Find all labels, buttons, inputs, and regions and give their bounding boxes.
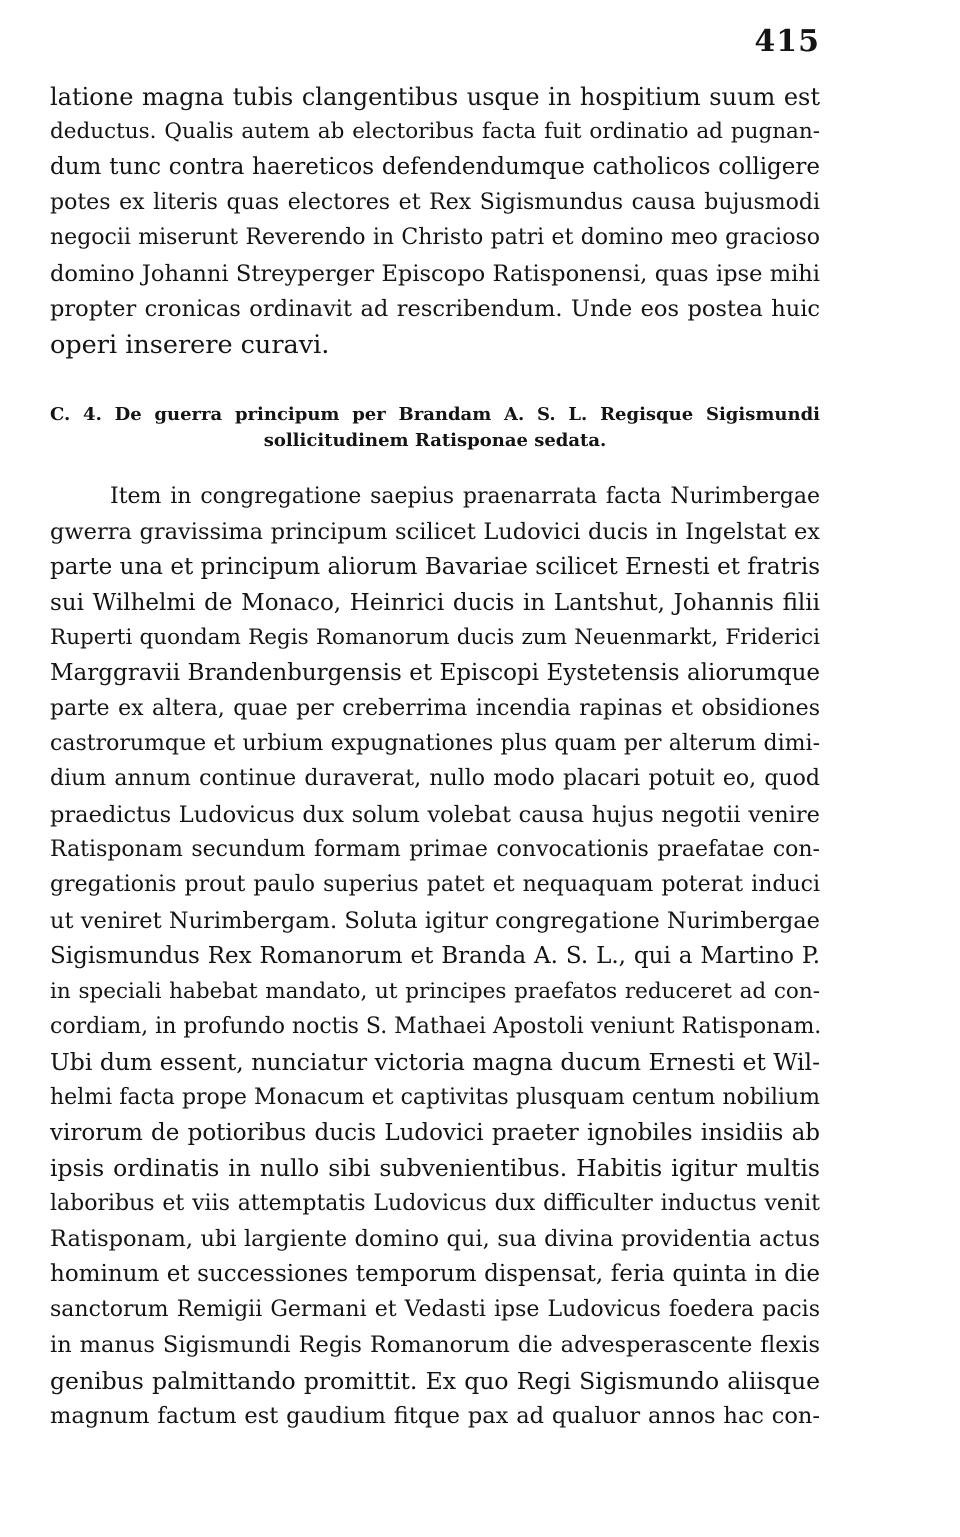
text-line: in speciali habebat mandato, ut principes praefatos reduceret ad con- (50, 979, 820, 1004)
text-line: hominum et successiones temporum dispensat, feria quinta in die (50, 1261, 820, 1287)
text-line: gwerra gravissima principum scilicet Ludovici ducis in Ingelstat ex (50, 519, 820, 545)
text-line: praedictus Ludovicus dux solum volebat causa hujus negotii venire (50, 802, 820, 828)
chapter-heading-line: C. 4. De guerra principum per Brandam A. S. L. Regisque Sigismundi (50, 404, 820, 425)
text-line: latione magna tubis clangentibus usque in hospitium suum est (50, 83, 820, 111)
text-line: castrorumque et urbium expugnationes plus quam per alterum dimi- (50, 731, 820, 756)
chapter-heading-line: sollicitudinem Ratisponae sedata. (263, 430, 607, 451)
text-line: sui Wilhelmi de Monaco, Heinrici ducis in Lantshut, Johannis filii (50, 590, 820, 616)
text-line: dum tunc contra haereticos defendendumque catholicos colligere (50, 154, 820, 180)
text-line: in manus Sigismundi Regis Romanorum die advesperascente flexis (50, 1332, 820, 1358)
text-line: Sigismundus Rex Romanorum et Branda A. S. L., qui a Martino P. (50, 943, 820, 969)
text-line: Ratisponam, ubi largiente domino qui, sua divina providentia actus (50, 1226, 820, 1252)
text-line: genibus palmittando promittit. Ex quo Regi Sigismundo aliisque (50, 1367, 820, 1395)
text-line: Ratisponam secundum formam primae convocationis praefatae con- (50, 837, 820, 862)
text-line: laboribus et viis attemptatis Ludovicus dux difficulter inductus venit (50, 1191, 820, 1216)
text-line: potes ex literis quas electores et Rex Sigismundus causa bujusmodi (50, 190, 820, 215)
text-line: Marggravii Brandenburgensis et Episcopi Eystetensis aliorumque (50, 660, 820, 686)
text-line: gregationis prout paulo superius patet et nequaquam poterat induci (50, 872, 820, 897)
text-line: dium annum continue duraverat, nullo modo placari potuit eo, quod (50, 766, 820, 791)
text-line: parte ex altera, quae per creberrima incendia rapinas et obsidiones (50, 696, 820, 721)
page-number: 415 (754, 24, 820, 59)
text-line: ut veniret Nurimbergam. Soluta igitur congregatione Nurimbergae (50, 908, 820, 934)
text-line: deductus. Qualis autem ab electoribus facta fuit ordinatio ad pugnan- (50, 119, 820, 144)
text-line: Item in congregatione saepius praenarrata facta Nurimbergae (110, 484, 820, 509)
text-line: Ubi dum essent, nunciatur victoria magna ducum Ernesti et Wil- (50, 1048, 821, 1076)
text-line: operi inserere curavi. (50, 330, 330, 360)
text-line: cordiam, in profundo noctis S. Mathaei Apostoli veniunt Ratisponam. (50, 1014, 822, 1039)
text-line: Ruperti quondam Regis Romanorum ducis zum Neuenmarkt, Friderici (50, 625, 820, 650)
text-line: sanctorum Remigii Germani et Vedasti ipse Ludovicus foedera pacis (50, 1297, 820, 1322)
text-line: propter cronicas ordinavit ad rescribendum. Unde eos postea huic (50, 296, 820, 322)
text-line: parte una et principum aliorum Bavariae scilicet Ernesti et fratris (50, 554, 820, 580)
text-line: domino Johanni Streyperger Episcopo Ratisponensi, quas ipse mihi (50, 261, 820, 287)
text-line: helmi facta prope Monacum et captivitas plusquam centum nobilium (50, 1085, 820, 1110)
text-line: virorum de potioribus ducis Ludovici praeter ignobiles insidiis ab (50, 1120, 820, 1146)
text-line: negocii miserunt Reverendo in Christo patri et domino meo gracioso (50, 225, 820, 250)
text-line: ipsis ordinatis in nullo sibi subvenientibus. Habitis igitur multis (50, 1154, 820, 1182)
text-line: magnum factum est gaudium fitque pax ad qualuor annos hac con- (50, 1403, 820, 1429)
